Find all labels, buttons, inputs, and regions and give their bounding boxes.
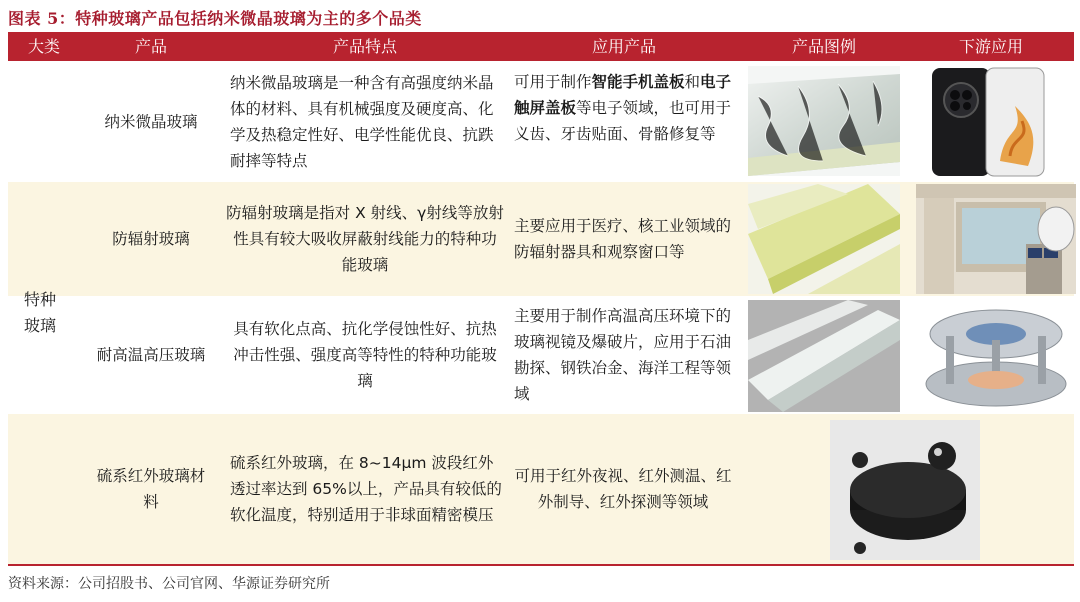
high-temp-glass-image	[748, 300, 900, 412]
product-features: 硫系红外玻璃，在 8~14μm 波段红外透过率达到 65%以上，产品具有较低的软化温度，特别适用于非球面精密模压	[230, 454, 502, 524]
medical-room-image	[916, 184, 1076, 294]
table-header	[8, 32, 1074, 61]
application-text-part: 和	[684, 73, 701, 91]
header-downstream: 下游应用	[958, 37, 1023, 56]
application-text-part: 可用于制作	[514, 73, 592, 91]
product-features: 具有软化点高、抗化学侵蚀性好、抗热冲击性强、强度高等特性的特种功能玻璃	[233, 320, 497, 390]
product-name: 耐高温高压玻璃	[96, 346, 206, 364]
product-features: 纳米微晶玻璃是一种含有高强度纳米晶体的材料、具有机械强度及硬度高、化学及热稳定性好、电学性能优良、抗跌耐摔等特点	[230, 73, 494, 170]
header-features: 产品特点	[332, 37, 397, 56]
application-text	[514, 61, 734, 182]
table-bottom-rule	[8, 564, 1074, 566]
nano-glass-image	[748, 66, 900, 176]
product-name: 纳米微晶玻璃	[104, 112, 198, 131]
application-highlight: 智能手机盖板	[591, 73, 685, 91]
application-text: 主要应用于医疗、核工业领域的防辐射器具和观察窗口等	[514, 217, 732, 261]
infrared-lens-image	[830, 420, 980, 560]
header-category: 大类	[27, 37, 60, 56]
radiation-glass-image	[748, 184, 900, 294]
application-highlight: 电子触屏盖板	[514, 73, 732, 117]
application-text: 可用于红外夜视、红外测温、红外制导、红外探测等领域	[514, 467, 732, 511]
source-note: 资料来源：公司招股书、公司官网、华源证券研究所	[8, 576, 330, 592]
header-product: 产品	[134, 37, 167, 56]
smartphone-image	[930, 66, 1046, 178]
application-text-part: 等电子领域，也可用于义齿、牙齿贴面、骨骼修复等	[514, 99, 732, 143]
product-name: 硫系红外玻璃材料	[96, 467, 206, 511]
application-text: 主要用于制作高温高压环境下的玻璃视镜及爆破片，应用于石油勘探、钢铁冶金、海洋工程等领域	[514, 307, 732, 403]
product-features: 防辐射玻璃是指对 X 射线、γ射线等放射性具有较大吸收屏蔽射线能力的特种功能玻璃	[226, 204, 504, 274]
figure-title: 图表 5：特种玻璃产品包括纳米微晶玻璃为主的多个品类	[8, 9, 422, 28]
header-application: 应用产品	[591, 37, 656, 56]
header-product-image: 产品图例	[791, 37, 856, 56]
category-cell: 特种 玻璃	[23, 289, 56, 335]
sight-glass-flange-image	[916, 300, 1076, 412]
product-name: 防辐射玻璃	[112, 230, 190, 248]
